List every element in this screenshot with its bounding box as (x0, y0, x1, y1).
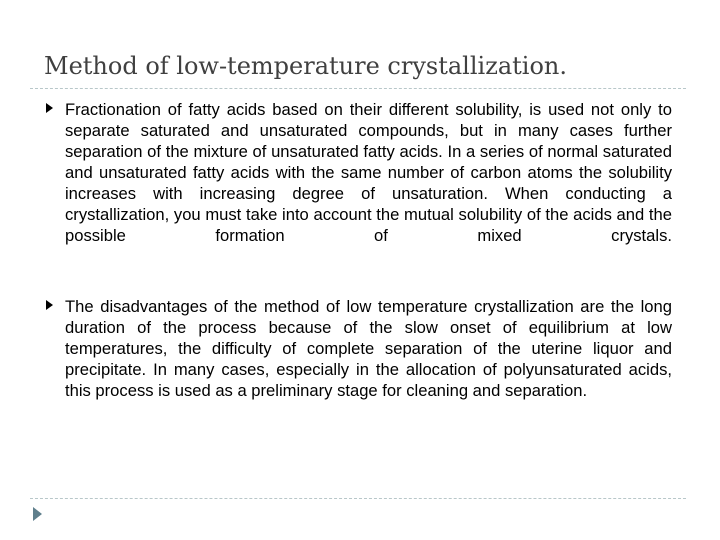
title-divider (30, 88, 686, 89)
bullet-text: The disadvantages of the method of low temperature crystallization are the long duration of the process because of the slow onset of equilibrium at low temperatures, the difficulty of complete separation of the uterine liquor and precipitate. In many cases, especially in the allocation of polyunsaturated acids, this process is used as a preliminary stage for cleaning and separation. (65, 297, 672, 400)
triangle-bullet-icon (46, 103, 53, 113)
slide-title: Method of low-temperature crystallization. (44, 52, 567, 80)
play-arrow-icon[interactable] (33, 507, 42, 521)
triangle-bullet-icon (46, 300, 53, 310)
bullet-text: Fractionation of fatty acids based on their different solubility, is used not only to separate saturated and unsaturated compounds, but in many cases further separation of the mixture of unsaturated fatty acids. In a series of normal saturated and unsaturated fatty acids with the same number of carbon atoms the solubility increases with increasing degree of unsaturation. When conducting a crystallization, you must take into account the mutual solubility of the acids and the possible formation of mixed crystals. (65, 100, 672, 245)
footer-divider (30, 498, 686, 499)
